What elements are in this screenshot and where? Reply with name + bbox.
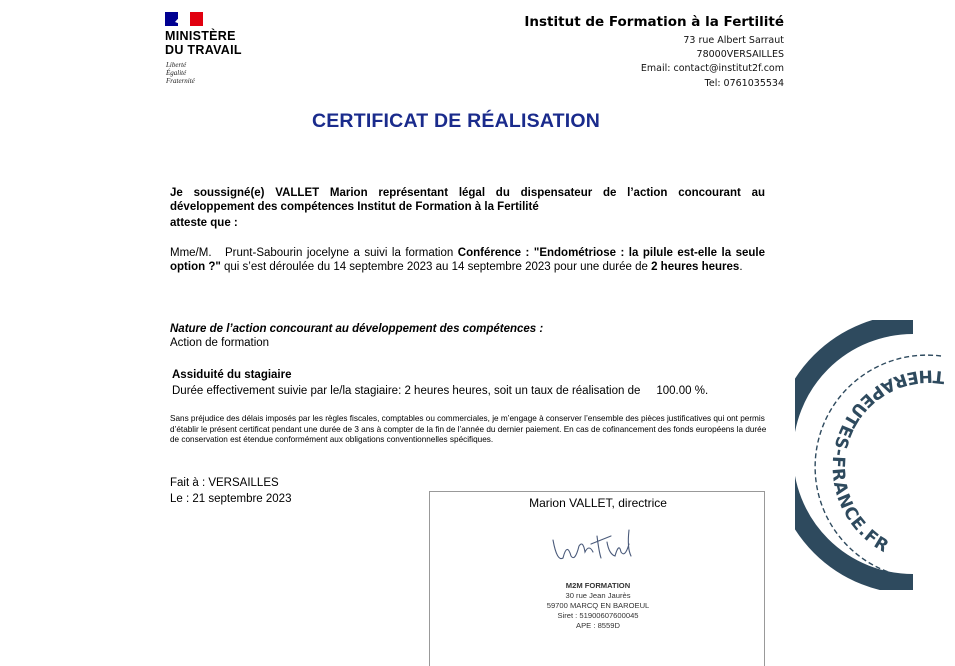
therapeutes-seal (795, 320, 955, 590)
attestation-heading: atteste que : (170, 217, 238, 229)
seal-text (827, 365, 945, 557)
course-title: Conférence : "Endométriose : la pilule est-elle la seule option ?" (170, 247, 766, 273)
attendance-text: Durée effectivement suivie par le/la stagiaire: 2 heures heures, soit un taux de réalisation de (172, 385, 641, 397)
trainee-name: Prunt-Sabourin jocelyne (225, 247, 350, 259)
trainee-civility: Mme/M. (170, 247, 212, 259)
stamp-siret: Siret : 51900607600045 (557, 611, 639, 620)
signature-box (429, 491, 765, 666)
flag-blue-band (165, 12, 178, 26)
attendance-line (172, 384, 767, 398)
stamp-city: 59700 MARCQ EN BAROEUL (546, 601, 650, 610)
legal-notice: Sans préjudice des délais imposés par les règles fiscales, comptables ou commerciales, je m’engage à conserver l’ensemble des pièces justificatives qui ont permis d’établir le présent certificat pendant une durée de 3 ans à compter de la fin de l’année du dernier paiement. En cas de cofinancement des fonds européens la durée de conservation est étendue conformément aux obligations conventionnelles spécifiques. (170, 414, 767, 444)
motto-egalite: Égalité (166, 69, 187, 77)
stamp-company: M2M FORMATION (565, 581, 631, 590)
handwritten-signature (545, 522, 655, 567)
ministry-line2: DU TRAVAIL (165, 43, 242, 57)
signer-name: Marion VALLET, directrice (529, 496, 667, 510)
nature-heading: Nature de l’action concourant au développement des compétences : (170, 323, 544, 335)
institute-tel: Tel: 0761035534 (704, 78, 784, 89)
institute-name: Institut de Formation à la Fertilité (524, 14, 784, 30)
ministry-line1: MINISTÈRE (165, 29, 236, 43)
institute-email: Email: contact@institut2f.com (640, 63, 784, 74)
training-duration: 2 heures heures (651, 261, 740, 273)
attendance-heading: Assiduité du stagiaire (172, 369, 292, 381)
seal-text-path: THERAPEUTES-FRANCE.FR (827, 365, 946, 558)
stamp-ape: APE : 8559D (576, 621, 620, 630)
attestation-paragraph: Je soussigné(e) VALLET Marion représentant légal du dispensateur de l’action concourant au développement des compétences Institut de Formation à la Fertilité (170, 187, 765, 213)
trainee-text1: a suivi la formation (353, 247, 454, 259)
institute-address2: 78000VERSAILLES (696, 49, 784, 60)
trainee-paragraph (170, 246, 765, 274)
trainee-end: . (739, 261, 743, 273)
institute-address1: 73 rue Albert Sarraut (683, 35, 784, 46)
signature-place: Fait à : VERSAILLES (170, 477, 279, 489)
motto-liberte: Liberté (166, 61, 187, 69)
seal-ring (795, 324, 913, 584)
trainee-text2: qui s’est déroulée du 14 septembre 2023 au 14 septembre 2023 pour une durée de (224, 261, 648, 273)
signature-date: Le : 21 septembre 2023 (170, 493, 292, 505)
flag-red-band (190, 12, 203, 26)
nature-value: Action de formation (170, 337, 270, 349)
republic-flag-icon (165, 12, 203, 26)
motto-fraternite: Fraternité (166, 77, 195, 85)
completion-rate: 100.00 %. (656, 385, 709, 397)
signature-stroke (553, 530, 631, 559)
stamp-street: 30 rue Jean Jaurès (565, 591, 631, 600)
certificate-title: CERTIFICAT DE RÉALISATION (311, 110, 601, 132)
